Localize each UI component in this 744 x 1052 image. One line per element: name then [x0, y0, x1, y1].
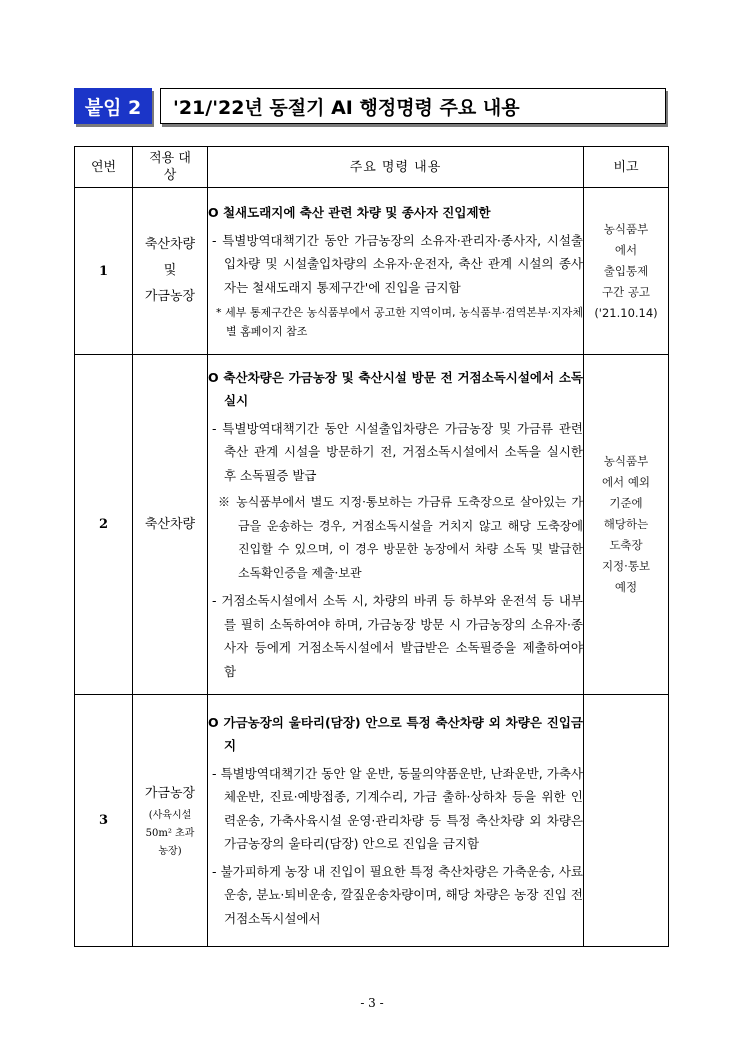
order-table — [74, 146, 669, 947]
reference-note: ※ 농식품부에서 별도 지정·통보하는 가금류 도축장으로 살아있는 가금을 운송하는 경우, 거점소독시설을 거치지 않고 해당 도축장에 진입할 수 있으며, 이 경우 방문한 농장에서 차량 소독 및 발급한 소독확인증을 제출·보관 — [218, 495, 583, 580]
row-number: 3 — [75, 695, 133, 947]
note-line: 에서 — [614, 242, 638, 257]
order-detail: - 불가피하게 농장 내 진입이 필요한 특정 축산차량은 가축운송, 사료운송, 분뇨·퇴비운송, 깔짚운송차량이며, 해당 차량은 농장 진입 전 거점소독시설에서 — [212, 863, 583, 926]
note-line: 해당하는 — [603, 517, 649, 531]
note-line: 농식품부 — [603, 221, 649, 236]
note-line: 구간 공고 — [601, 284, 651, 299]
row-content — [208, 355, 584, 695]
main-order: O 축산차량은 가금농장 및 축산시설 방문 전 거점소독시설에서 소독 실시 — [208, 369, 583, 409]
footnote: * 세부 통제구간은 농식품부에서 공고한 지역이며, 농식품부·검역본부·지자체별 홈페이지 참조 — [216, 306, 583, 338]
row-target — [133, 355, 208, 695]
target-subline: (사육시설 — [148, 809, 192, 821]
table-header-row — [75, 147, 669, 188]
order-detail: - 특별방역대책기간 동안 알 운반, 동물의약품운반, 난좌운반, 가축사체운반, 진료·예방접종, 기계수리, 가금 출하·상하차 등을 위한 인력운송, 가축사육시설 운영·관리차량 등 특정 축산차량 외 차량은 가금농장의 울타리(담장) 안으로 진입을 금지함 — [212, 765, 583, 852]
row-target — [133, 188, 208, 355]
main-order: O 가금농장의 울타리(담장) 안으로 특정 축산차량 외 차량은 진입금지 — [208, 714, 583, 754]
target-subline: 50m² 초과 — [145, 827, 195, 839]
target-line: 가금농장 — [144, 785, 196, 801]
row-note — [584, 188, 669, 355]
col-header-num: 연번 — [75, 147, 133, 188]
order-detail: - 거점소독시설에서 소독 시, 차량의 바퀴 등 하부와 운전석 등 내부를 필히 소독하여야 하며, 가금농장 방문 시 가금농장의 소유자·종사자 등에게 거점소독시설에서 발급받은 소독필증을 제출하여야 함 — [212, 593, 583, 679]
col-header-target: 적용 대상 — [133, 147, 208, 188]
row-content — [208, 695, 584, 947]
table-row — [75, 355, 669, 695]
attachment-tag: 붙임 2 — [74, 88, 152, 124]
target-line: 축산차량 — [144, 516, 196, 532]
note-line: 기준에 — [609, 496, 643, 510]
target-line: 축산차량 — [144, 237, 196, 252]
col-header-note: 비고 — [584, 147, 669, 188]
document-title: '21/'22년 동절기 AI 행정명령 주요 내용 — [160, 88, 666, 124]
note-line: ('21.10.14) — [594, 305, 658, 320]
target-line: 가금농장 — [144, 289, 196, 304]
note-line: 출입통제 — [603, 263, 649, 278]
row-number: 2 — [75, 355, 133, 695]
row-content — [208, 188, 584, 355]
target-line: 및 — [163, 263, 177, 278]
col-header-content: 주요 명령 내용 — [208, 147, 584, 188]
note-line: 도축장 — [609, 538, 643, 552]
target-subline: 농장) — [158, 845, 182, 857]
main-order: O 철새도래지에 축산 관련 차량 및 종사자 진입제한 — [208, 205, 491, 220]
note-line: 에서 예외 — [601, 475, 651, 489]
page-title-area — [74, 88, 668, 128]
table-row — [75, 695, 669, 947]
note-line: 예정 — [614, 580, 638, 594]
row-note — [584, 355, 669, 695]
note-line: 농식품부 — [603, 454, 649, 468]
order-detail: - 특별방역대책기간 동안 시설출입차량은 가금농장 및 가금류 관련 축산 관계 시설을 방문하기 전, 거점소독시설에서 소독을 실시한 후 소독필증 발급 — [212, 420, 583, 483]
page-number: - 3 - — [360, 996, 384, 1010]
order-detail: - 특별방역대책기간 동안 가금농장의 소유자·관리자·종사자, 시설출입차량 및 시설출입차량의 소유자·운전자, 축산 관계 시설의 종사자는 철새도래지 통제구간'에 진입을 금지함 — [212, 232, 583, 295]
row-number: 1 — [75, 188, 133, 355]
table-row — [75, 188, 669, 355]
row-target — [133, 695, 208, 947]
note-line: 지정·통보 — [601, 559, 651, 573]
row-note — [584, 695, 669, 947]
